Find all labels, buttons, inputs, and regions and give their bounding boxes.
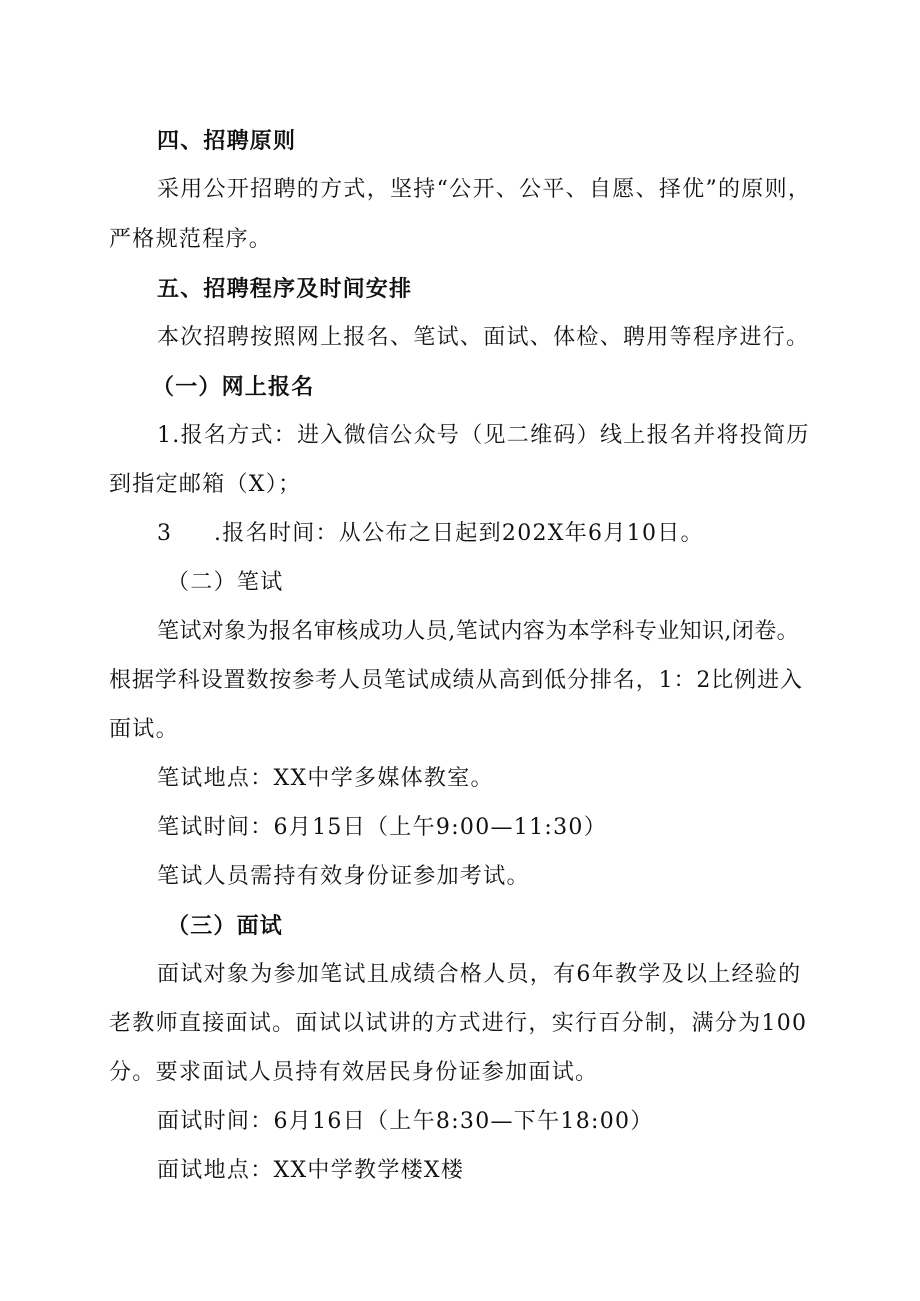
interview-paragraph-line-2: 老教师直接面试。面试以试讲的方式进行，实行百分制，满分为100 [109,1011,808,1036]
registration-method-line-2: 到指定邮箱（X）； [109,472,302,497]
written-exam-requirement: 笔试人员需持有效身份证参加考试。 [157,864,530,889]
section-4-heading: 四、招聘原则 [157,128,297,154]
section-5-intro: 本次招聘按照网上报名、笔试、面试、体检、聘用等程序进行。 [157,325,810,350]
section-5-heading: 五、招聘程序及时间安排 [157,276,413,302]
online-registration-heading: （一）网上报名 [152,374,315,400]
interview-time: 面试时间：6月16日（上午8:30—下午18:00） [157,1109,654,1134]
written-exam-time: 笔试时间：6月15日（上午9:00—11:30） [157,815,607,840]
interview-location: 面试地点：XX中学教学楼X楼 [157,1158,465,1183]
interview-heading: （三）面试 [167,913,284,939]
interview-paragraph-line-3: 分。要求面试人员持有效居民身份证参加面试。 [109,1060,599,1085]
section-4-paragraph-line-2: 严格规范程序。 [109,227,273,252]
written-exam-location: 笔试地点：XX中学多媒体教室。 [157,766,494,791]
registration-time-text: .报名时间：从公布之日起到202X年6月10日。 [214,521,704,546]
interview-paragraph-line-1: 面试对象为参加笔试且成绩合格人员，有6年教学及以上经验的 [157,962,802,987]
registration-method-line-1: 1.报名方式：进入微信公众号（见二维码）线上报名并将投简历 [157,423,810,448]
registration-time-number: 3 [157,521,171,546]
written-exam-heading: （二）笔试 [167,570,284,595]
section-4-paragraph-line-1: 采用公开招聘的方式，坚持“公开、公平、自愿、择优”的原则， [157,177,812,202]
written-exam-paragraph-line-2: 根据学科设置数按参考人员笔试成绩从高到低分排名，1：2比例进入 [109,668,803,693]
written-exam-paragraph-line-1: 笔试对象为报名审核成功人员,笔试内容为本学科专业知识,闭卷。 [157,619,799,644]
written-exam-paragraph-line-3: 面试。 [109,717,179,742]
